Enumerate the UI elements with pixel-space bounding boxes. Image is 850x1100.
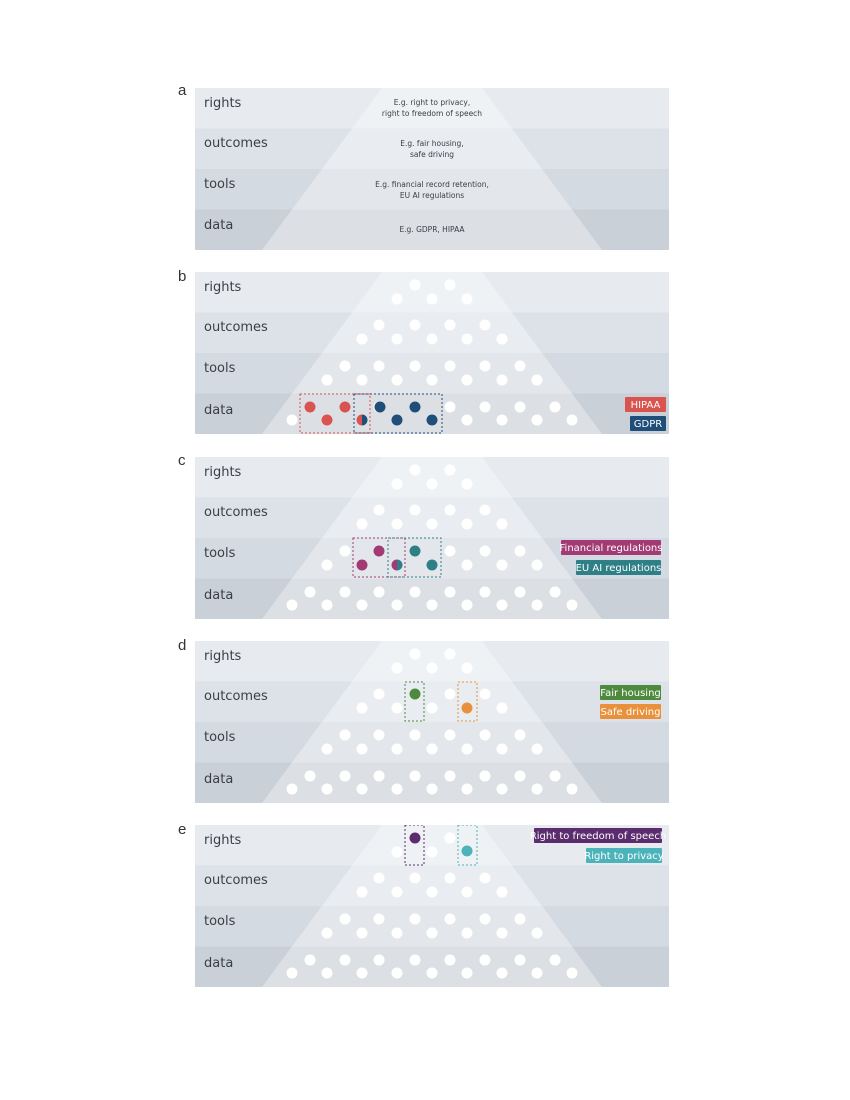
panel-letter-b: b [178, 268, 187, 285]
grid-dot [427, 375, 438, 386]
grid-dot [410, 914, 421, 925]
grid-dot [567, 968, 578, 979]
grid-dot [305, 587, 316, 598]
grid-dot [410, 280, 421, 291]
grid-dot [532, 560, 543, 571]
grid-dot [410, 505, 421, 516]
grid-dot [357, 784, 368, 795]
grid-dot [427, 334, 438, 345]
grid-dot [462, 887, 473, 898]
grid-dot [567, 415, 578, 426]
grid-dot [410, 873, 421, 884]
grid-dot [480, 546, 491, 557]
grid-dot [515, 914, 526, 925]
layer-label-rights: rights [204, 280, 242, 295]
grid-dot [322, 600, 333, 611]
grid-dot [357, 600, 368, 611]
grid-dot [427, 744, 438, 755]
layer-label-rights: rights [204, 465, 242, 480]
grid-dot [357, 334, 368, 345]
grid-dot [392, 703, 403, 714]
grid-dot [462, 519, 473, 530]
legend-label-hipaa: HIPAA [630, 400, 661, 411]
grid-dot [497, 600, 508, 611]
grid-dot [427, 887, 438, 898]
panel-d [195, 641, 669, 803]
layer-label-tools: tools [204, 730, 236, 745]
pyramid-diagram-c [195, 457, 669, 619]
grid-dot [392, 744, 403, 755]
grid-dot [445, 546, 456, 557]
grid-dot [497, 703, 508, 714]
example-tools-line1: E.g. financial record retention, [375, 180, 489, 189]
grid-dot [480, 873, 491, 884]
grid-dot [445, 730, 456, 741]
grid-dot [374, 587, 385, 598]
grid-dot [445, 320, 456, 331]
grid-dot [480, 402, 491, 413]
layer-label-tools: tools [204, 177, 236, 192]
layer-label-tools: tools [204, 914, 236, 929]
grid-dot [480, 361, 491, 372]
grid-dot [374, 320, 385, 331]
panel-letter-c: c [178, 452, 186, 469]
layer-label-outcomes: outcomes [204, 320, 268, 335]
grid-dot [497, 334, 508, 345]
grid-dot [340, 771, 351, 782]
hipaa-dot [305, 402, 316, 413]
grid-dot [410, 587, 421, 598]
grid-dot [497, 375, 508, 386]
grid-dot [445, 465, 456, 476]
grid-dot [427, 600, 438, 611]
grid-dot [445, 649, 456, 660]
legend-label-privacy: Right to privacy [584, 851, 664, 862]
financial-dot [357, 560, 368, 571]
grid-dot [392, 519, 403, 530]
grid-dot [410, 649, 421, 660]
grid-dot [374, 361, 385, 372]
grid-dot [392, 663, 403, 674]
grid-dot [567, 600, 578, 611]
grid-dot [497, 928, 508, 939]
grid-dot [532, 600, 543, 611]
layer-label-tools: tools [204, 361, 236, 376]
grid-dot [515, 771, 526, 782]
grid-dot [374, 771, 385, 782]
panel-letter-d: d [178, 637, 187, 654]
grid-dot [374, 914, 385, 925]
gdpr-dot [392, 415, 403, 426]
financial-dot [374, 546, 385, 557]
grid-dot [445, 914, 456, 925]
grid-dot [357, 968, 368, 979]
grid-dot [445, 505, 456, 516]
legend-label-financial: Financial regulations [559, 543, 663, 554]
eu-ai-dot [410, 546, 421, 557]
grid-dot [427, 784, 438, 795]
grid-dot [480, 730, 491, 741]
grid-dot [322, 560, 333, 571]
panel-a [195, 88, 669, 250]
grid-dot [515, 546, 526, 557]
safe-driving-dot [462, 703, 473, 714]
grid-dot [462, 334, 473, 345]
layer-label-data: data [204, 403, 234, 418]
grid-dot [427, 968, 438, 979]
grid-dot [480, 505, 491, 516]
grid-dot [374, 505, 385, 516]
grid-dot [305, 771, 316, 782]
grid-dot [532, 784, 543, 795]
grid-dot [445, 587, 456, 598]
grid-dot [445, 280, 456, 291]
example-rights-line1: E.g. right to privacy, [393, 98, 471, 107]
pyramid-diagram-d [195, 641, 669, 803]
panel-e [195, 825, 669, 987]
layer-label-outcomes: outcomes [204, 136, 268, 151]
grid-dot [427, 479, 438, 490]
grid-dot [462, 479, 473, 490]
grid-dot [445, 873, 456, 884]
grid-dot [392, 887, 403, 898]
grid-dot [462, 663, 473, 674]
grid-dot [374, 689, 385, 700]
hipaa-dot [322, 415, 333, 426]
grid-dot [410, 465, 421, 476]
panel-letter-e: e [178, 821, 187, 838]
gdpr-dot [410, 402, 421, 413]
grid-dot [322, 784, 333, 795]
grid-dot [497, 784, 508, 795]
grid-dot [480, 689, 491, 700]
grid-dot [374, 955, 385, 966]
grid-dot [462, 600, 473, 611]
grid-dot [392, 479, 403, 490]
example-rights-line2: right to freedom of speech [381, 109, 483, 118]
grid-dot [515, 402, 526, 413]
grid-dot [445, 833, 456, 844]
legend-label-freedom-speech: Right to freedom of speech [529, 831, 667, 842]
layer-label-rights: rights [204, 96, 242, 111]
grid-dot [392, 928, 403, 939]
grid-dot [515, 361, 526, 372]
grid-dot [445, 771, 456, 782]
grid-dot [462, 294, 473, 305]
layer-label-outcomes: outcomes [204, 689, 268, 704]
grid-dot [392, 847, 403, 858]
grid-dot [374, 873, 385, 884]
grid-dot [532, 968, 543, 979]
grid-dot [515, 730, 526, 741]
grid-dot [357, 744, 368, 755]
grid-dot [427, 703, 438, 714]
eu-ai-dot [427, 560, 438, 571]
grid-dot [445, 955, 456, 966]
grid-dot [322, 744, 333, 755]
grid-dot [480, 320, 491, 331]
grid-dot [462, 784, 473, 795]
pyramid-diagram-a [195, 88, 669, 250]
grid-dot [532, 928, 543, 939]
grid-dot [480, 955, 491, 966]
grid-dot [357, 928, 368, 939]
grid-dot [462, 968, 473, 979]
grid-dot [340, 955, 351, 966]
freedom-speech-dot [410, 833, 421, 844]
gdpr-dot [427, 415, 438, 426]
grid-dot [497, 968, 508, 979]
grid-dot [357, 703, 368, 714]
layer-label-data: data [204, 772, 234, 787]
grid-dot [497, 415, 508, 426]
grid-dot [462, 744, 473, 755]
grid-dot [410, 730, 421, 741]
layer-label-outcomes: outcomes [204, 873, 268, 888]
grid-dot [340, 587, 351, 598]
legend-label-safe-driving: Safe driving [600, 707, 661, 718]
grid-dot [462, 415, 473, 426]
grid-dot [287, 415, 298, 426]
grid-dot [392, 600, 403, 611]
grid-dot [322, 968, 333, 979]
grid-dot [357, 519, 368, 530]
grid-dot [287, 600, 298, 611]
grid-dot [497, 744, 508, 755]
layer-label-data: data [204, 588, 234, 603]
grid-dot [497, 887, 508, 898]
grid-dot [480, 914, 491, 925]
fair-housing-dot [410, 689, 421, 700]
grid-dot [497, 519, 508, 530]
example-outcomes-line1: E.g. fair housing, [400, 139, 464, 148]
layer-label-data: data [204, 218, 234, 233]
grid-dot [410, 361, 421, 372]
grid-dot [392, 784, 403, 795]
grid-dot [427, 663, 438, 674]
grid-dot [480, 587, 491, 598]
grid-dot [550, 771, 561, 782]
grid-dot [427, 847, 438, 858]
layer-label-outcomes: outcomes [204, 505, 268, 520]
grid-dot [287, 968, 298, 979]
example-tools-line2: EU AI regulations [399, 191, 465, 200]
grid-dot [427, 519, 438, 530]
pyramid-diagram-b [195, 272, 669, 434]
grid-dot [427, 928, 438, 939]
layer-label-rights: rights [204, 833, 242, 848]
grid-dot [462, 375, 473, 386]
example-data-line1: E.g. GDPR, HIPAA [399, 225, 465, 234]
grid-dot [374, 730, 385, 741]
grid-dot [340, 730, 351, 741]
grid-dot [515, 955, 526, 966]
grid-dot [480, 771, 491, 782]
grid-dot [445, 361, 456, 372]
layer-label-rights: rights [204, 649, 242, 664]
grid-dot [515, 587, 526, 598]
grid-dot [445, 689, 456, 700]
panel-b [195, 272, 669, 434]
grid-dot [462, 928, 473, 939]
grid-dot [392, 334, 403, 345]
privacy-dot [462, 846, 473, 857]
grid-dot [497, 560, 508, 571]
grid-dot [532, 375, 543, 386]
grid-dot [462, 560, 473, 571]
grid-dot [392, 375, 403, 386]
legend-label-eu-ai: EU AI regulations [575, 563, 662, 574]
grid-dot [567, 784, 578, 795]
legend-label-fair-housing: Fair housing [600, 688, 661, 699]
grid-dot [410, 955, 421, 966]
panel-letter-a: a [178, 82, 187, 99]
pyramid-diagram-e [195, 825, 669, 987]
grid-dot [322, 928, 333, 939]
grid-dot [357, 375, 368, 386]
grid-dot [357, 887, 368, 898]
hipaa-dot [340, 402, 351, 413]
layer-label-tools: tools [204, 546, 236, 561]
grid-dot [445, 402, 456, 413]
grid-dot [410, 771, 421, 782]
grid-dot [322, 375, 333, 386]
grid-dot [427, 294, 438, 305]
grid-dot [287, 784, 298, 795]
grid-dot [340, 361, 351, 372]
grid-dot [532, 744, 543, 755]
legend-label-gdpr: GDPR [633, 419, 663, 430]
grid-dot [340, 546, 351, 557]
gdpr-dot [375, 402, 386, 413]
grid-dot [305, 955, 316, 966]
grid-dot [550, 955, 561, 966]
grid-dot [550, 402, 561, 413]
grid-dot [410, 320, 421, 331]
layer-label-data: data [204, 956, 234, 971]
panel-c [195, 457, 669, 619]
grid-dot [392, 968, 403, 979]
grid-dot [340, 914, 351, 925]
example-outcomes-line2: safe driving [409, 150, 455, 159]
grid-dot [392, 294, 403, 305]
grid-dot [532, 415, 543, 426]
grid-dot [550, 587, 561, 598]
